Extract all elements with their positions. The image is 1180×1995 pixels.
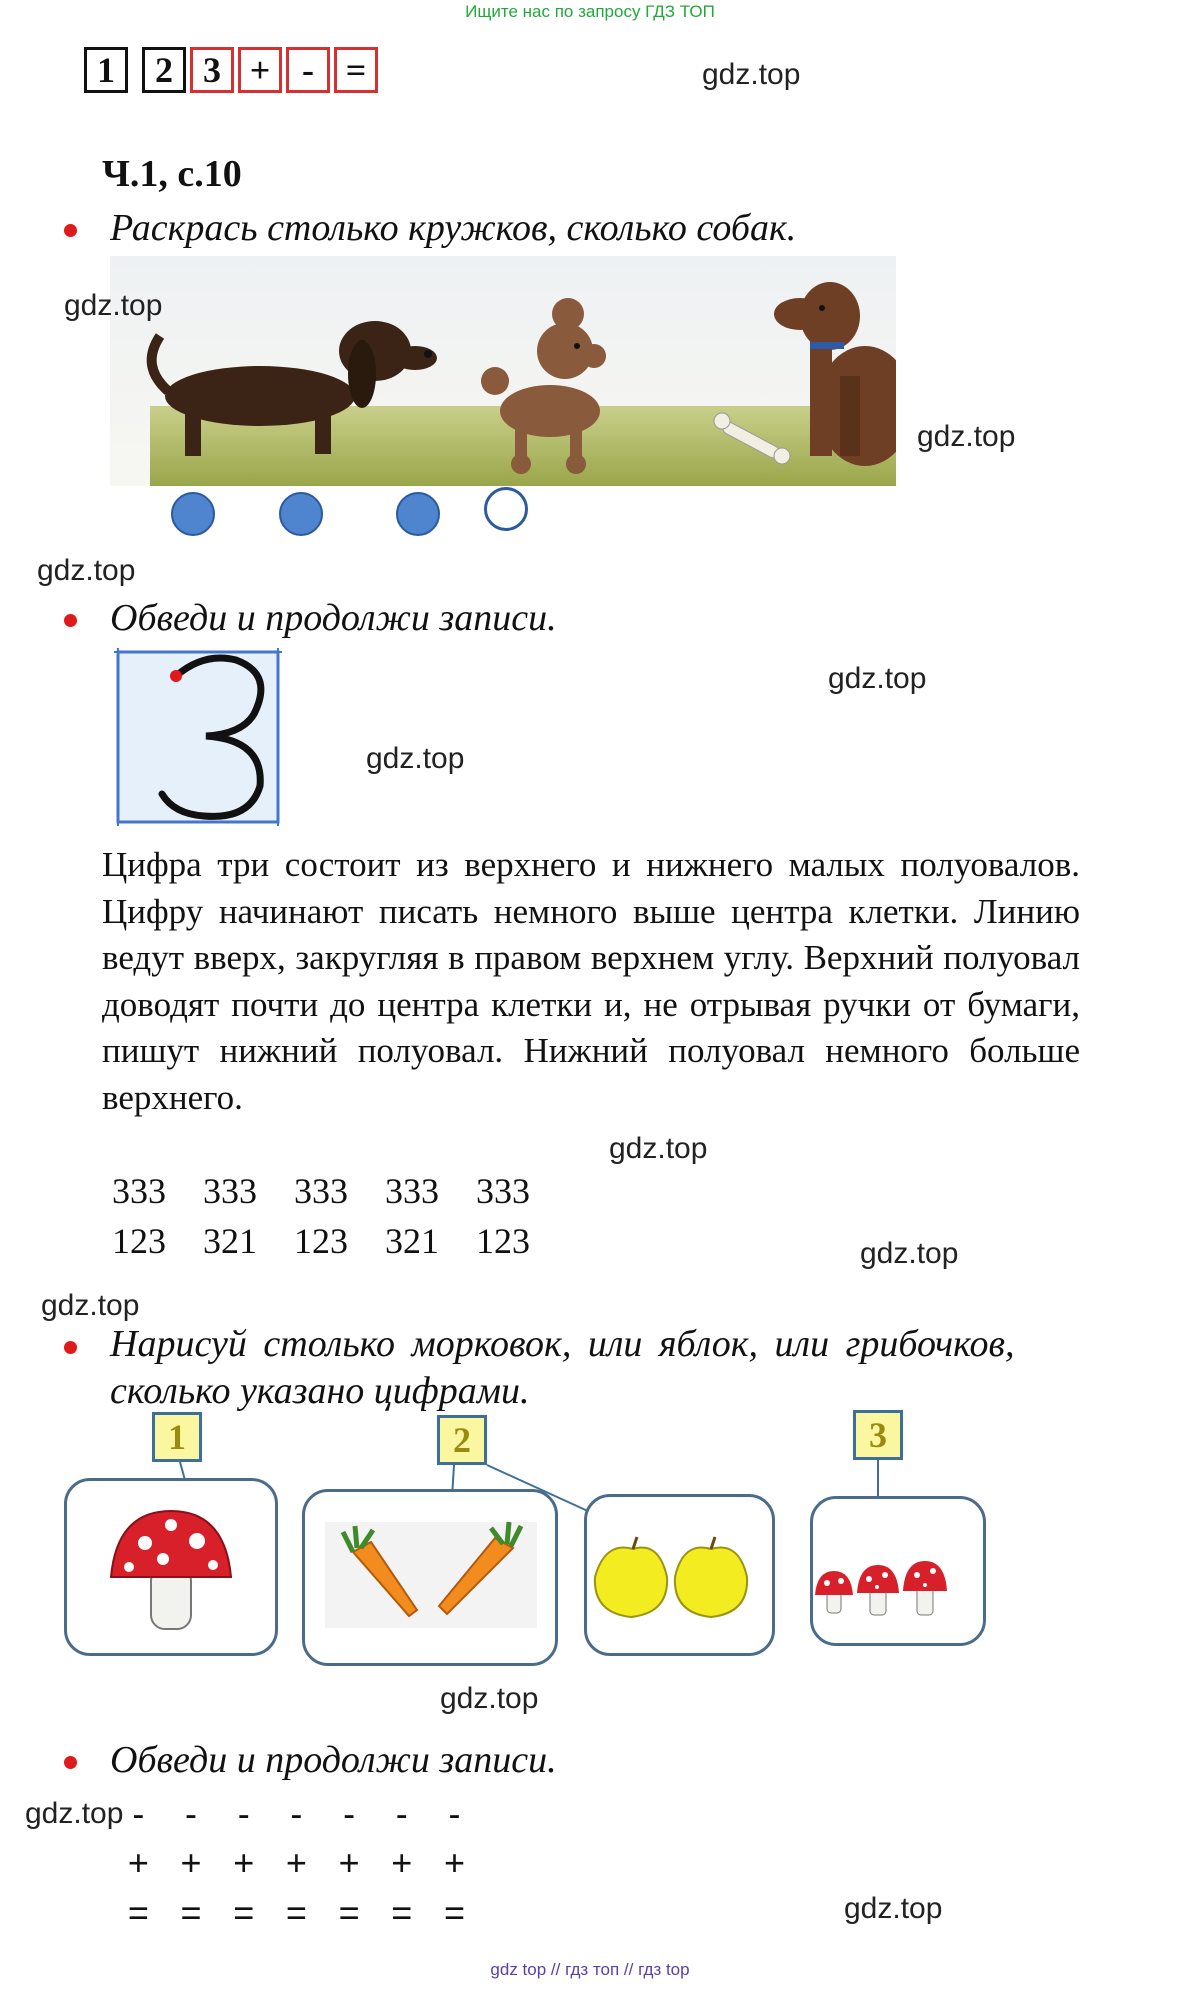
digit-group: 321 bbox=[385, 1221, 439, 1261]
card-apples bbox=[584, 1494, 775, 1656]
watermark: gdz.top bbox=[702, 58, 801, 91]
bullet bbox=[64, 1756, 77, 1769]
card-carrots bbox=[302, 1489, 558, 1666]
number-label-3: 3 bbox=[853, 1410, 903, 1460]
circle-filled bbox=[279, 492, 323, 536]
bullet bbox=[64, 1341, 77, 1354]
minus-row bbox=[112, 1793, 481, 1835]
symbol-box-2: 2 bbox=[142, 47, 186, 93]
digit-group: 333 bbox=[476, 1171, 530, 1211]
page-heading: Ч.1, с.10 bbox=[102, 153, 242, 195]
mushroom-icon bbox=[815, 1571, 853, 1613]
watermark: gdz.top bbox=[37, 554, 136, 587]
watermark: gdz.top bbox=[366, 742, 465, 775]
symbol-box-plus: + bbox=[238, 47, 282, 93]
digit-group: 333 bbox=[112, 1171, 166, 1211]
watermark: gdz.top bbox=[64, 289, 163, 322]
mushroom-icon bbox=[67, 1481, 275, 1653]
plus-sign: + bbox=[285, 1842, 307, 1883]
symbol-box-1: 1 bbox=[84, 47, 128, 93]
circle-filled bbox=[396, 492, 440, 536]
watermark: gdz.top bbox=[440, 1682, 539, 1715]
number-label-1: 1 bbox=[152, 1412, 202, 1462]
equals-sign: = bbox=[233, 1892, 255, 1933]
plus-sign: + bbox=[233, 1842, 255, 1883]
minus-sign: - bbox=[185, 1793, 198, 1834]
digit-row-1 bbox=[112, 1170, 567, 1212]
minus-sign: - bbox=[290, 1793, 303, 1834]
task-trace-continue: Обведи и продолжи записи. bbox=[110, 597, 557, 639]
bullet bbox=[64, 224, 77, 237]
equals-sign: = bbox=[443, 1892, 465, 1933]
digit-group: 333 bbox=[385, 1171, 439, 1211]
symbol-box-minus: - bbox=[286, 47, 330, 93]
card-mushroom bbox=[64, 1478, 278, 1656]
digit-group: 333 bbox=[203, 1171, 257, 1211]
plus-row bbox=[112, 1842, 481, 1884]
task-trace-signs: Обведи и продолжи записи. bbox=[110, 1739, 557, 1781]
mushroom-icon bbox=[903, 1561, 947, 1615]
digit-group: 123 bbox=[476, 1221, 530, 1261]
top-note: Ищите нас по запросу ГДЗ ТОП bbox=[465, 2, 715, 21]
task-color-circles: Раскрась столько кружков, сколько собак. bbox=[110, 207, 797, 249]
mushroom-icon bbox=[857, 1565, 899, 1615]
watermark: gdz.top bbox=[860, 1237, 959, 1270]
symbol-box-3: 3 bbox=[190, 47, 234, 93]
plus-sign: + bbox=[127, 1842, 149, 1883]
plus-sign: + bbox=[338, 1842, 360, 1883]
plus-sign: + bbox=[443, 1842, 465, 1883]
equals-row bbox=[112, 1892, 481, 1934]
apple-icon bbox=[595, 1537, 667, 1617]
minus-sign: - bbox=[395, 1793, 408, 1834]
equals-sign: = bbox=[180, 1892, 202, 1933]
bottom-note: gdz top // гдз топ // гдз top bbox=[490, 1960, 690, 1979]
apples-drawing bbox=[587, 1497, 772, 1653]
digit-three-drawing bbox=[114, 648, 282, 826]
watermark: gdz.top bbox=[25, 1797, 124, 1830]
task-draw-items-line2: сколько указано цифрами. bbox=[110, 1370, 530, 1412]
equals-sign: = bbox=[391, 1892, 413, 1933]
equals-sign: = bbox=[338, 1892, 360, 1933]
apple-icon bbox=[675, 1537, 747, 1617]
three-mushrooms-drawing bbox=[813, 1499, 983, 1643]
digit-group: 321 bbox=[203, 1221, 257, 1261]
dogs-illustration bbox=[110, 256, 896, 486]
plus-sign: + bbox=[391, 1842, 413, 1883]
symbol-box-equals: = bbox=[334, 47, 378, 93]
digit-group: 123 bbox=[294, 1221, 348, 1261]
minus-sign: - bbox=[132, 1793, 145, 1834]
circle-filled bbox=[171, 492, 215, 536]
minus-sign: - bbox=[237, 1793, 250, 1834]
watermark: gdz.top bbox=[828, 662, 927, 695]
digit-group: 333 bbox=[294, 1171, 348, 1211]
watermark: gdz.top bbox=[917, 420, 1016, 453]
card-three-mushrooms bbox=[810, 1496, 986, 1646]
instruction-paragraph: Цифра три состоит из верхнего и нижнего малых полуовалов. Цифру начинают писать немного выше центра клетки. Линию ведут вверх, закругляя в правом верхнем углу. Верхний полуовал доводят почти до центра клетки и, не отрывая ручки от бумаги, пишут нижний полуовал. Нижний полуовал немного больше верхнего. bbox=[102, 845, 1080, 1117]
watermark: gdz.top bbox=[844, 1892, 943, 1925]
equals-sign: = bbox=[285, 1892, 307, 1933]
minus-sign: - bbox=[343, 1793, 356, 1834]
minus-sign: - bbox=[448, 1793, 461, 1834]
digit-group: 123 bbox=[112, 1221, 166, 1261]
equals-sign: = bbox=[127, 1892, 149, 1933]
digit-three-cell bbox=[114, 648, 282, 826]
carrots-drawing bbox=[305, 1492, 555, 1663]
digit-row-2 bbox=[112, 1220, 567, 1262]
watermark: gdz.top bbox=[609, 1132, 708, 1165]
number-label-2: 2 bbox=[437, 1415, 487, 1465]
task-draw-items-line1: Нарисуй столько морковок, или яблок, или грибочков, bbox=[110, 1323, 1015, 1365]
plus-sign: + bbox=[180, 1842, 202, 1883]
bullet bbox=[64, 614, 77, 627]
circle-empty bbox=[484, 487, 528, 531]
watermark: gdz.top bbox=[41, 1289, 140, 1322]
